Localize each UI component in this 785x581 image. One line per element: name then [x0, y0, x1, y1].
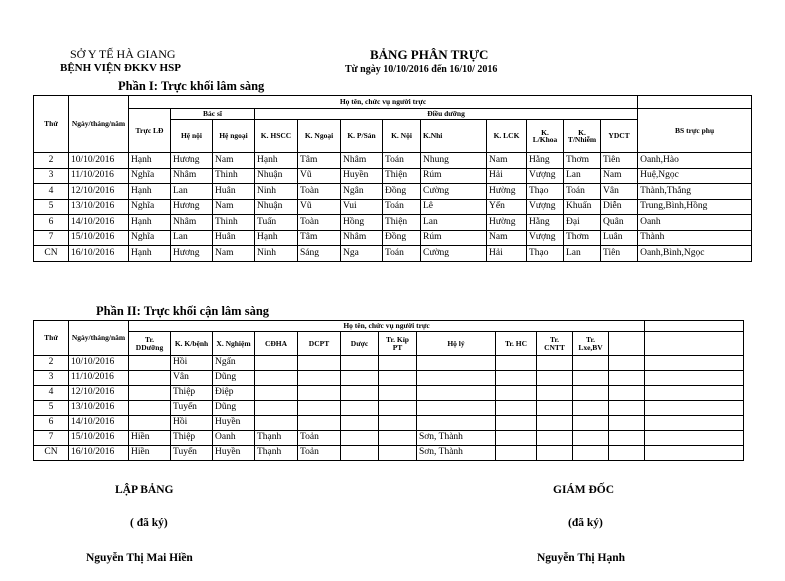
col-dieu-duong: Điều dưỡng — [255, 109, 638, 120]
col-truc-ld: Trực LĐ — [129, 109, 171, 153]
cell-holy — [417, 416, 496, 431]
cell-lck: Hường — [487, 184, 527, 200]
cell-_ — [609, 401, 645, 416]
prepared-by-signed: ( đã ký) — [130, 517, 168, 529]
col2-k-kbenh: K. K/bệnh — [171, 332, 213, 356]
cell-tnhiem: Lan — [564, 168, 601, 184]
document-title: BẢNG PHÂN TRỰC — [370, 47, 489, 62]
cell-_ — [645, 431, 744, 446]
cell-lkhoa: Thạo — [527, 246, 564, 262]
clinical-duty-table — [33, 95, 752, 262]
cell-noi: Hương — [171, 153, 213, 169]
cell-tnhiem: Đại — [564, 215, 601, 231]
cell-knoi: Thiện — [383, 168, 421, 184]
cell-cdha — [255, 386, 298, 401]
cell-hc — [496, 416, 537, 431]
col2-extra — [609, 332, 645, 356]
col2-ho-ly: Hộ lý — [417, 332, 496, 356]
cell-hc — [496, 386, 537, 401]
cell-ydct: Diễn — [601, 199, 638, 215]
cell-dd: Hiền — [129, 431, 171, 446]
director-name: Nguyễn Thị Hạnh — [537, 552, 625, 564]
cell-date: 12/10/2016 — [69, 386, 129, 401]
cell-knoi: Toán — [383, 153, 421, 169]
cell-ld: Nghĩa — [129, 230, 171, 246]
col-blank — [638, 96, 752, 109]
cell-lkhoa: Hằng — [527, 153, 564, 169]
cell-ngoai: Huân — [213, 230, 255, 246]
cell-dd: Hiền — [129, 446, 171, 461]
cell-ydct: Vân — [601, 184, 638, 200]
cell-phu: Thành — [638, 230, 752, 246]
cell-ydct: Tiên — [601, 246, 638, 262]
col-thu: Thứ — [34, 96, 69, 153]
cell-_ — [609, 446, 645, 461]
cell-kb: Hồi — [171, 416, 213, 431]
cell-dcpt — [298, 371, 341, 386]
cell-thu: 7 — [34, 230, 69, 246]
col2-blank — [645, 321, 744, 332]
cell-kip — [379, 446, 417, 461]
col-k-psan: K. P/Sản — [341, 120, 383, 153]
cell-cntt — [537, 431, 573, 446]
cell-noi: Lan — [171, 230, 213, 246]
cell-psan: Nhâm — [341, 153, 383, 169]
prepared-by-title: LẬP BẢNG — [115, 484, 174, 496]
cell-_ — [645, 401, 744, 416]
cell-hc — [496, 431, 537, 446]
cell-kngoai: Tâm — [298, 230, 341, 246]
cell-xn: Điệp — [213, 386, 255, 401]
cell-lxe — [573, 416, 609, 431]
cell-holy — [417, 386, 496, 401]
cell-_ — [609, 416, 645, 431]
cell-thu: CN — [34, 246, 69, 262]
cell-thu: 3 — [34, 168, 69, 184]
cell-date: 13/10/2016 — [69, 401, 129, 416]
cell-psan: Huyền — [341, 168, 383, 184]
cell-duoc — [341, 431, 379, 446]
col-k-noi: K. Nội — [383, 120, 421, 153]
cell-dcpt: Toản — [298, 431, 341, 446]
col2-date: Ngày/tháng/năm — [69, 321, 129, 356]
cell-duoc — [341, 446, 379, 461]
cell-cntt — [537, 371, 573, 386]
cell-thu: 2 — [34, 153, 69, 169]
cell-thu: 5 — [34, 401, 69, 416]
col-bac-si: Bác sĩ — [171, 109, 255, 120]
cell-cdha — [255, 401, 298, 416]
cell-lck: Hường — [487, 215, 527, 231]
table-row — [34, 431, 744, 446]
col-group: Họ tên, chức vụ người trực — [129, 96, 638, 109]
cell-date: 16/10/2016 — [69, 246, 129, 262]
cell-lck: Nam — [487, 153, 527, 169]
table-row — [34, 168, 752, 184]
cell-duoc — [341, 386, 379, 401]
cell-duoc — [341, 356, 379, 371]
cell-holy — [417, 356, 496, 371]
col-date: Ngày/tháng/năm — [69, 96, 129, 153]
cell-dd — [129, 386, 171, 401]
cell-dd — [129, 356, 171, 371]
cell-hscc: Hạnh — [255, 153, 298, 169]
cell-date: 14/10/2016 — [69, 416, 129, 431]
cell-kip — [379, 416, 417, 431]
cell-cntt — [537, 416, 573, 431]
table-row — [34, 401, 744, 416]
col-he-noi: Hệ nội — [171, 120, 213, 153]
cell-holy: Sơn, Thành — [417, 431, 496, 446]
cell-lck: Yến — [487, 199, 527, 215]
col2-group: Họ tên, chức vụ người trực — [129, 321, 645, 332]
cell-phu: Trung,Bình,Hồng — [638, 199, 752, 215]
cell-date: 15/10/2016 — [69, 431, 129, 446]
cell-kip — [379, 401, 417, 416]
col2-tr-dduong: Tr. DDưỡng — [129, 332, 171, 356]
cell-lxe — [573, 356, 609, 371]
col2-tr-kip-pt: Tr. Kíp PT — [379, 332, 417, 356]
table-row — [34, 356, 744, 371]
cell-phu: Oanh,Hào — [638, 153, 752, 169]
cell-nhi: Rúm — [421, 230, 487, 246]
cell-thu: 3 — [34, 371, 69, 386]
col2-dcpt: DCPT — [298, 332, 341, 356]
cell-kngoai: Toàn — [298, 184, 341, 200]
col2-x-nghiem: X. Nghiệm — [213, 332, 255, 356]
table-row — [34, 446, 744, 461]
cell-_ — [645, 416, 744, 431]
cell-kb: Hồi — [171, 356, 213, 371]
cell-ngoai: Thinh — [213, 215, 255, 231]
cell-ngoai: Huân — [213, 184, 255, 200]
cell-lkhoa: Thạo — [527, 184, 564, 200]
col2-thu: Thứ — [34, 321, 69, 356]
cell-_ — [609, 371, 645, 386]
cell-ngoai: Thinh — [213, 168, 255, 184]
col-k-lkhoa: K. L/Khoa — [527, 120, 564, 153]
table-row — [34, 199, 752, 215]
cell-ngoai: Nam — [213, 199, 255, 215]
cell-hc — [496, 371, 537, 386]
cell-nhi: Cường — [421, 184, 487, 200]
cell-tnhiem: Toán — [564, 184, 601, 200]
cell-kip — [379, 386, 417, 401]
cell-nhi: Rúm — [421, 168, 487, 184]
cell-cntt — [537, 446, 573, 461]
cell-kngoai: Sáng — [298, 246, 341, 262]
cell-date: 10/10/2016 — [69, 356, 129, 371]
cell-lxe — [573, 446, 609, 461]
cell-cntt — [537, 401, 573, 416]
cell-nhi: Nhung — [421, 153, 487, 169]
cell-lkhoa: Vượng — [527, 230, 564, 246]
cell-duoc — [341, 416, 379, 431]
cell-cntt — [537, 356, 573, 371]
col-k-tnhiem: K. T/Nhiễm — [564, 120, 601, 153]
cell-knoi: Toán — [383, 199, 421, 215]
cell-dcpt — [298, 386, 341, 401]
table-row — [34, 386, 744, 401]
cell-ydct: Nam — [601, 168, 638, 184]
cell-hc — [496, 356, 537, 371]
cell-thu: 4 — [34, 184, 69, 200]
cell-kb: Thiệp — [171, 386, 213, 401]
cell-ld: Hạnh — [129, 184, 171, 200]
cell-cdha — [255, 356, 298, 371]
cell-psan: Nga — [341, 246, 383, 262]
cell-dd — [129, 371, 171, 386]
col-k-ngoai: K. Ngoại — [298, 120, 341, 153]
table-row — [34, 153, 752, 169]
cell-_ — [645, 371, 744, 386]
cell-kngoai: Vũ — [298, 168, 341, 184]
cell-date: 11/10/2016 — [69, 371, 129, 386]
cell-thu: 6 — [34, 416, 69, 431]
cell-noi: Hương — [171, 199, 213, 215]
cell-xn: Oanh — [213, 431, 255, 446]
col2-extra-2 — [645, 332, 744, 356]
cell-noi: Nhâm — [171, 215, 213, 231]
col2-tr-hc: Tr. HC — [496, 332, 537, 356]
cell-ld: Hạnh — [129, 215, 171, 231]
paraclinical-duty-table — [33, 320, 744, 461]
cell-dd — [129, 416, 171, 431]
table-row — [34, 184, 752, 200]
col-bs-phu: BS trực phụ — [638, 109, 752, 153]
cell-date: 15/10/2016 — [69, 230, 129, 246]
cell-tnhiem: Lan — [564, 246, 601, 262]
cell-duoc — [341, 401, 379, 416]
cell-hscc: Nhuận — [255, 168, 298, 184]
cell-cntt — [537, 386, 573, 401]
cell-phu: Thành,Thắng — [638, 184, 752, 200]
cell-hscc: Hạnh — [255, 230, 298, 246]
cell-lck: Hải — [487, 168, 527, 184]
part2-heading: Phần II: Trực khối cận lâm sàng — [96, 304, 270, 318]
cell-thu: 6 — [34, 215, 69, 231]
director-title: GIÁM ĐỐC — [553, 484, 615, 496]
cell-_ — [609, 386, 645, 401]
cell-knoi: Đồng — [383, 184, 421, 200]
table-row — [34, 246, 752, 262]
cell-thu: 5 — [34, 199, 69, 215]
cell-phu: Oanh,Bình,Ngọc — [638, 246, 752, 262]
cell-cdha — [255, 371, 298, 386]
cell-tnhiem: Thơm — [564, 153, 601, 169]
cell-knoi: Đồng — [383, 230, 421, 246]
cell-phu: Oanh — [638, 215, 752, 231]
cell-hscc: Nhuận — [255, 199, 298, 215]
cell-kngoai: Vũ — [298, 199, 341, 215]
cell-lxe — [573, 401, 609, 416]
cell-date: 11/10/2016 — [69, 168, 129, 184]
col-k-hscc: K. HSCC — [255, 120, 298, 153]
cell-xn: Huyền — [213, 416, 255, 431]
cell-psan: Vui — [341, 199, 383, 215]
cell-knoi: Thiện — [383, 215, 421, 231]
cell-holy — [417, 401, 496, 416]
cell-date: 13/10/2016 — [69, 199, 129, 215]
cell-_ — [645, 386, 744, 401]
cell-xn: Huyền — [213, 446, 255, 461]
cell-lxe — [573, 386, 609, 401]
cell-thu: 7 — [34, 431, 69, 446]
cell-date: 16/10/2016 — [69, 446, 129, 461]
cell-thu: 4 — [34, 386, 69, 401]
cell-dd — [129, 401, 171, 416]
col2-tr-cntt: Tr. CNTT — [537, 332, 573, 356]
cell-date: 14/10/2016 — [69, 215, 129, 231]
cell-ydct: Luân — [601, 230, 638, 246]
cell-hc — [496, 446, 537, 461]
col-k-nhi: K.Nhi — [421, 120, 487, 153]
cell-kip — [379, 371, 417, 386]
cell-kngoai: Toàn — [298, 215, 341, 231]
cell-lkhoa: Vượng — [527, 168, 564, 184]
cell-ngoai: Nam — [213, 153, 255, 169]
cell-phu: Huệ,Ngọc — [638, 168, 752, 184]
cell-_ — [609, 431, 645, 446]
cell-kngoai: Tâm — [298, 153, 341, 169]
cell-hscc: Ninh — [255, 246, 298, 262]
table-row — [34, 230, 752, 246]
cell-tnhiem: Khuấn — [564, 199, 601, 215]
cell-cdha — [255, 416, 298, 431]
cell-knoi: Toán — [383, 246, 421, 262]
cell-kb: Vân — [171, 371, 213, 386]
cell-ld: Nghĩa — [129, 168, 171, 184]
cell-holy — [417, 371, 496, 386]
table-row — [34, 215, 752, 231]
cell-nhi: Lan — [421, 215, 487, 231]
cell-cdha: Thạnh — [255, 446, 298, 461]
cell-lxe — [573, 431, 609, 446]
cell-holy: Sơn, Thành — [417, 446, 496, 461]
date-range: Từ ngày 10/10/2016 đến 16/10/ 2016 — [345, 64, 498, 75]
cell-ld: Hạnh — [129, 153, 171, 169]
cell-kb: Tuyến — [171, 446, 213, 461]
cell-date: 12/10/2016 — [69, 184, 129, 200]
cell-dcpt — [298, 356, 341, 371]
cell-thu: 2 — [34, 356, 69, 371]
cell-ydct: Quân — [601, 215, 638, 231]
org-line-1: SỞ Y TẾ HÀ GIANG — [70, 47, 176, 61]
part1-heading: Phần I: Trực khối lâm sàng — [118, 79, 265, 93]
col-k-lck: K. LCK — [487, 120, 527, 153]
cell-lkhoa: Vượng — [527, 199, 564, 215]
cell-lxe — [573, 371, 609, 386]
cell-psan: Nhâm — [341, 230, 383, 246]
cell-lck: Nam — [487, 230, 527, 246]
cell-hscc: Ninh — [255, 184, 298, 200]
cell-hc — [496, 401, 537, 416]
cell-xn: Dũng — [213, 371, 255, 386]
prepared-by-name: Nguyễn Thị Mai Hiền — [86, 552, 193, 564]
cell-noi: Lan — [171, 184, 213, 200]
cell-ld: Hạnh — [129, 246, 171, 262]
cell-tnhiem: Thơm — [564, 230, 601, 246]
cell-noi: Nhâm — [171, 168, 213, 184]
cell-kip — [379, 431, 417, 446]
cell-noi: Hương — [171, 246, 213, 262]
cell-ngoai: Nam — [213, 246, 255, 262]
cell-kip — [379, 356, 417, 371]
col2-tr-lxe: Tr. Lxe,BV — [573, 332, 609, 356]
director-signed: (đã ký) — [568, 517, 603, 529]
cell-thu: CN — [34, 446, 69, 461]
cell-_ — [645, 446, 744, 461]
col-he-ngoai: Hệ ngoại — [213, 120, 255, 153]
org-line-2: BỆNH VIỆN ĐKKV HSP — [60, 62, 181, 74]
cell-hscc: Tuấn — [255, 215, 298, 231]
cell-dcpt — [298, 416, 341, 431]
cell-_ — [645, 356, 744, 371]
cell-_ — [609, 356, 645, 371]
cell-kb: Tuyến — [171, 401, 213, 416]
cell-psan: Hồng — [341, 215, 383, 231]
cell-lck: Hải — [487, 246, 527, 262]
cell-cdha: Thạnh — [255, 431, 298, 446]
cell-date: 10/10/2016 — [69, 153, 129, 169]
cell-xn: Dũng — [213, 401, 255, 416]
cell-kb: Thiệp — [171, 431, 213, 446]
cell-nhi: Cường — [421, 246, 487, 262]
table-row — [34, 371, 744, 386]
cell-ld: Nghĩa — [129, 199, 171, 215]
cell-dcpt: Toản — [298, 446, 341, 461]
cell-psan: Ngân — [341, 184, 383, 200]
col-ydct: YDCT — [601, 120, 638, 153]
col2-duoc: Dược — [341, 332, 379, 356]
cell-duoc — [341, 371, 379, 386]
cell-ydct: Tiên — [601, 153, 638, 169]
cell-lkhoa: Hằng — [527, 215, 564, 231]
cell-dcpt — [298, 401, 341, 416]
table-row — [34, 416, 744, 431]
col2-cdha: CĐHA — [255, 332, 298, 356]
cell-nhi: Lê — [421, 199, 487, 215]
cell-xn: Ngấn — [213, 356, 255, 371]
